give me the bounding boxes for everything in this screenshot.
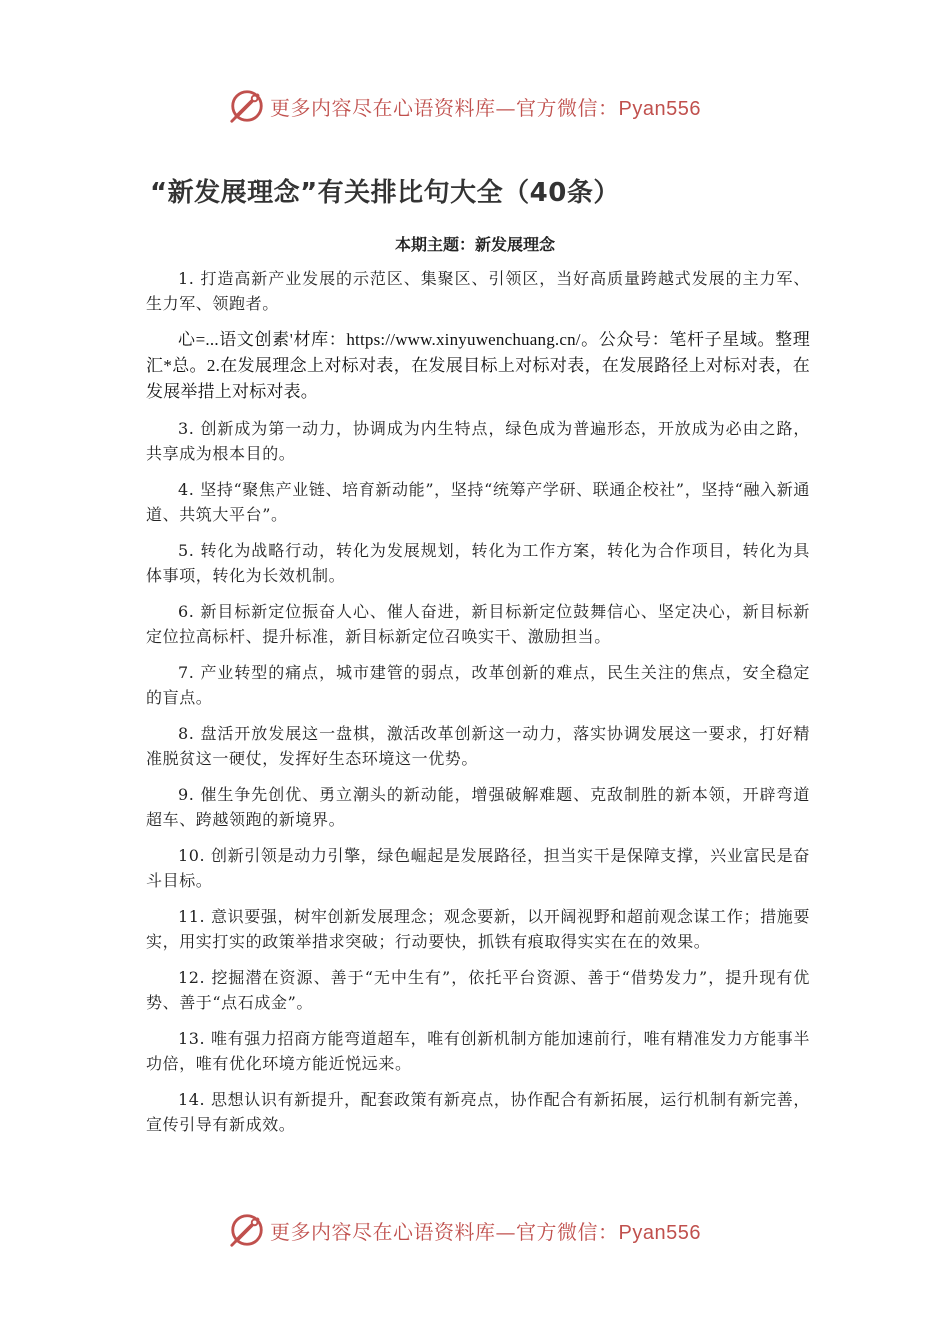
paragraph-14: 14. 思想认识有新提升，配套政策有新亮点，协作配合有新拓展，运行机制有新完善，宣传引导有新成效。 [146,1090,810,1134]
footer-watermark-text: 更多内容尽在心语资料库—官方微信：Pyan556 [270,1219,701,1244]
paragraph-3: 3. 创新成为第一动力，协调成为内生特点，绿色成为普遍形态，开放成为必由之路，共享成为根本目的。 [146,419,810,463]
pen-logo-icon [228,87,266,125]
paragraph-9: 9. 催生争先创优、勇立潮头的新动能，增强破解难题、克敌制胜的新本领，开辟弯道超车、跨越领跑的新境界。 [146,785,810,829]
paragraph-12: 12. 挖掘潜在资源、善于“无中生有”，依托平台资源、善于“借势发力”，提升现有优势、善于“点石成金”。 [146,968,810,1012]
footer-watermark-banner [228,1208,748,1252]
document-body [146,266,810,1148]
header-watermark-banner [228,84,748,128]
pen-logo-icon [228,1211,266,1249]
header-watermark-text: 更多内容尽在心语资料库—官方微信：Pyan556 [270,95,701,120]
document-subtitle: 本期主题：新发展理念 [394,235,555,254]
paragraph-2: 心=...语文创素'材库：https://www.xinyuwenchuang.cn/。公众号：笔杆子星域。整理汇*总。2.在发展理念上对标对表，在发展目标上对标对表，在发展路径上对标对表，在发展举措上对标对表。 [146,330,810,401]
paragraph-4: 4. 坚持“聚焦产业链、培育新动能”，坚持“统筹产学研、联通企校社”，坚持“融入新通道、共筑大平台”。 [146,480,810,524]
paragraph-8: 8. 盘活开放发展这一盘棋，激活改革创新这一动力，落实协调发展这一要求，打好精准脱贫这一硬仗，发挥好生态环境这一优势。 [146,724,810,768]
paragraph-11: 11. 意识要强，树牢创新发展理念；观念要新，以开阔视野和超前观念谋工作；措施要实，用实打实的政策举措求突破；行动要快，抓铁有痕取得实实在在的效果。 [146,907,810,951]
paragraph-7: 7. 产业转型的痛点，城市建管的弱点，改革创新的难点，民生关注的焦点，安全稳定的盲点。 [146,663,810,707]
paragraph-6: 6. 新目标新定位振奋人心、催人奋进，新目标新定位鼓舞信心、坚定决心，新目标新定位拉高标杆、提升标准，新目标新定位召唤实干、激励担当。 [146,602,810,646]
paragraph-13: 13. 唯有强力招商方能弯道超车，唯有创新机制方能加速前行，唯有精准发力方能事半功倍，唯有优化环境方能近悦远来。 [146,1029,810,1073]
paragraph-1: 1. 打造高新产业发展的示范区、集聚区、引领区，当好高质量跨越式发展的主力军、生力军、领跑者。 [146,269,810,313]
paragraph-10: 10. 创新引领是动力引擎，绿色崛起是发展路径，担当实干是保障支撑，兴业富民是奋斗目标。 [146,846,810,890]
paragraph-5: 5. 转化为战略行动，转化为发展规划，转化为工作方案，转化为合作项目，转化为具体事项，转化为长效机制。 [146,541,810,585]
document-title: “新发展理念”有关排比句大全（40条） [150,178,620,208]
